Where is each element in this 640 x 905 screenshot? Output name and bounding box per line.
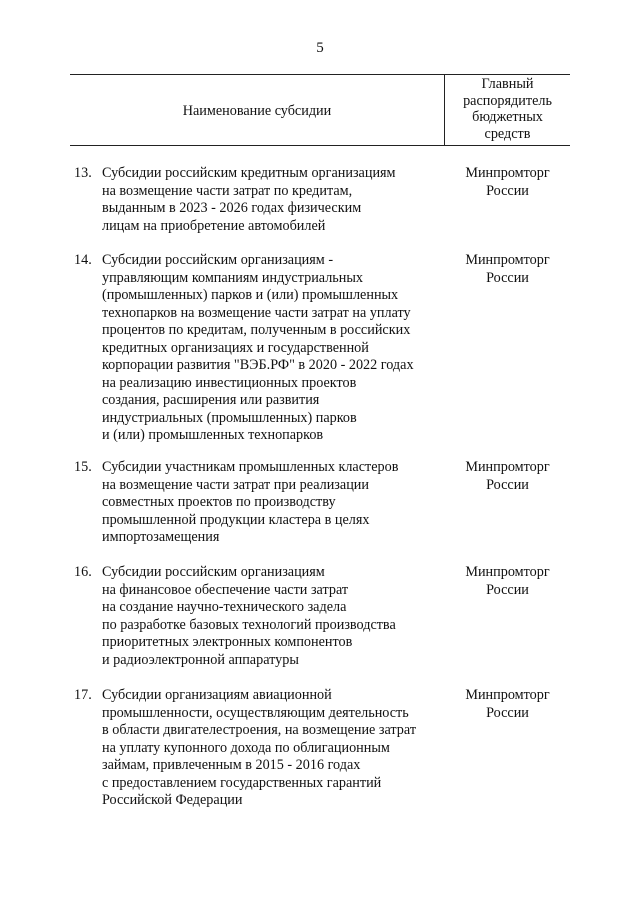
row-number: 16. [74,564,92,580]
column-header-admin-line: бюджетных [472,109,543,125]
subsidy-name-line: на реализацию инвестиционных проектов [102,374,357,391]
budget-administrator-line: Минпромторг [465,165,550,181]
subsidy-name-line: процентов по кредитам, полученным в российских [102,322,411,338]
budget-administrator [445,459,570,494]
budget-administrator [445,252,570,287]
subsidy-name-line: на возмещение части затрат при реализации [102,476,369,493]
subsidy-name-line: управляющим компаниям индустриальных [102,269,363,286]
budget-administrator-line: Минпромторг [465,252,550,268]
budget-administrator-line: России [486,182,529,199]
subsidy-name-line: технопарков на возмещение части затрат на уплату [102,304,411,321]
subsidy-name-line: Субсидии российским организациям - [102,252,334,268]
subsidy-name [102,459,447,547]
subsidy-name-line: (промышленных) парков и (или) промышленных [102,287,399,303]
column-header-admin-line: Главный [481,76,534,92]
budget-administrator-line: Минпромторг [465,459,550,475]
column-header-budget-administrator [445,76,570,142]
subsidy-name-line: займам, привлеченным в 2015 - 2016 годах [102,757,361,773]
subsidy-name-line: создания, расширения или развития [102,392,320,408]
row-number: 13. [74,165,92,181]
subsidy-name-line: на создание научно-технического задела [102,599,347,615]
subsidy-name-line: с предоставлением государственных гарантий [102,774,382,791]
subsidy-name-line: в области двигателестроения, на возмещение затрат [102,722,417,738]
subsidy-name-line: промышленной продукции кластера в целях [102,511,370,528]
column-header-subsidy-name: Наименование субсидии [182,103,332,119]
budget-administrator [445,687,570,722]
row-number: 17. [74,687,92,703]
subsidy-name-line: импортозамещения [102,529,220,545]
subsidy-name [102,252,447,445]
row-number: 15. [74,459,92,475]
column-header-admin-line: средств [484,125,531,142]
subsidy-name-line: корпорации развития "ВЭБ.РФ" в 2020 - 2022 годах [102,357,414,373]
subsidy-name [102,165,447,235]
row-number: 14. [74,252,92,268]
subsidy-name-line: Субсидии российским организациям [102,564,325,580]
subsidy-name-line: кредитных организациях и государственной [102,339,369,356]
subsidy-name-line: и (или) промышленных технопарков [102,427,324,443]
budget-administrator-line: России [486,269,529,286]
subsidy-name-line: индустриальных (промышленных) парков [102,409,357,426]
subsidy-name-line: Российской Федерации [102,792,243,808]
page-number: 5 [316,40,324,56]
subsidy-name-line: лицам на приобретение автомобилей [102,217,326,234]
subsidy-name-line: выданным в 2023 - 2026 годах физическим [102,200,362,216]
subsidy-name-line: по разработке базовых технологий производства [102,616,396,633]
subsidy-name-line: на возмещение части затрат по кредитам, [102,182,353,199]
column-header-admin-line: распорядитель [463,92,552,109]
subsidy-name [102,687,447,810]
budget-administrator-line: Минпромторг [465,687,550,703]
subsidy-name-line: Субсидии участникам промышленных кластеров [102,459,399,475]
subsidy-name-line: совместных проектов по производству [102,494,336,510]
subsidy-name-line: и радиоэлектронной аппаратуры [102,651,299,668]
subsidy-name-line: приоритетных электронных компонентов [102,634,353,650]
subsidy-name-line: Субсидии российским кредитным организациям [102,165,396,181]
subsidy-name-line: Субсидии организациям авиационной [102,687,332,703]
table-header-top-rule [70,74,570,75]
subsidy-name-line: на уплату купонного дохода по облигационным [102,739,390,756]
budget-administrator [445,165,570,200]
budget-administrator-line: Минпромторг [465,564,550,580]
subsidy-name-line: на финансовое обеспечение части затрат [102,581,349,598]
budget-administrator [445,564,570,599]
subsidy-name-line: промышленности, осуществляющим деятельность [102,704,409,721]
budget-administrator-line: России [486,476,529,493]
table-header-bottom-rule [70,145,570,146]
subsidy-name [102,564,447,669]
budget-administrator-line: России [486,704,529,721]
budget-administrator-line: России [486,581,529,598]
